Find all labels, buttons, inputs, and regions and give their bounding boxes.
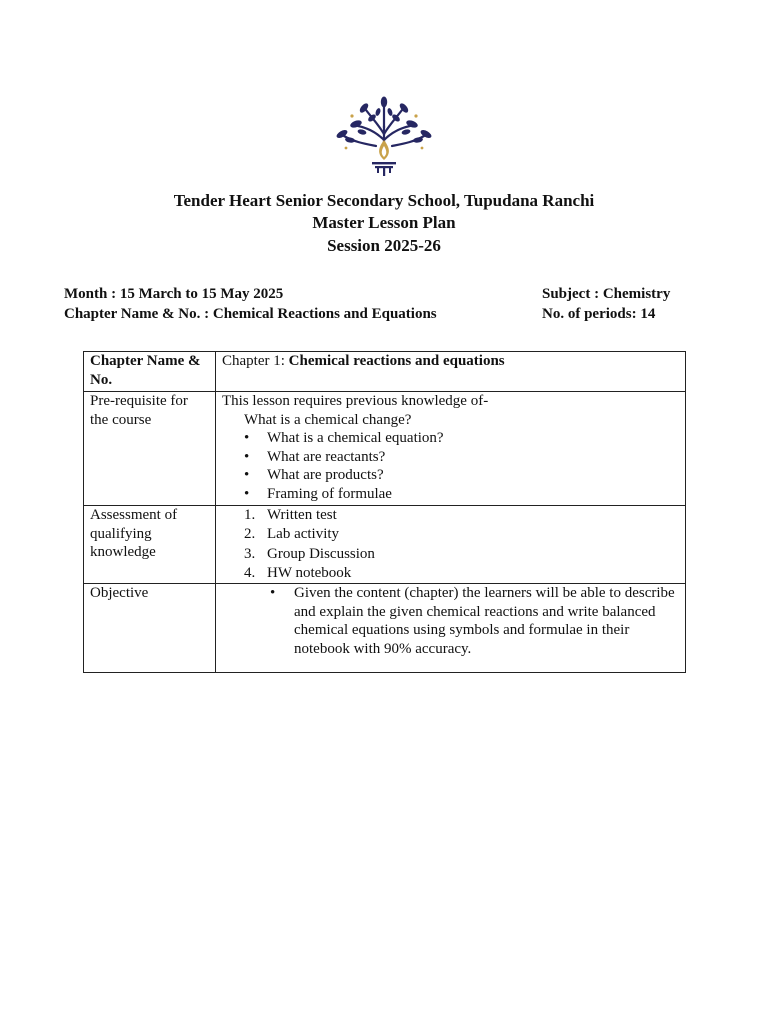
assessment-list — [222, 506, 679, 583]
list-item — [244, 525, 679, 544]
chapter-value-cell — [216, 352, 686, 392]
list-text: Group Discussion — [267, 545, 375, 562]
table-row-assessment — [84, 506, 686, 584]
list-item: • Framing of formulae — [244, 485, 679, 504]
table-row-prerequisite — [84, 392, 686, 506]
list-text: HW notebook — [267, 564, 352, 581]
list-number: 1. — [244, 507, 256, 523]
objective-text: • Given the content (chapter) the learners will be able to describe and explain the given chemical reactions and write balanced chemical equations using symbols and formulae in their notebook with 90% accuracy. — [270, 584, 679, 658]
table-row-objective — [84, 584, 686, 673]
list-number: 3. — [244, 545, 256, 562]
periods-info: No. of periods: 14 — [542, 306, 656, 322]
prerequisite-cell — [216, 392, 686, 506]
list-number: 2. — [244, 526, 256, 543]
assessment-label: Assessment of qualifying knowledge — [84, 506, 216, 584]
list-item — [244, 506, 679, 525]
list-item: • What is a chemical equation? — [244, 429, 679, 448]
chapter-prefix: Chapter 1: — [222, 353, 289, 369]
prerequisite-first: What is a chemical change? — [244, 411, 412, 428]
session-label: Session 2025-26 — [327, 236, 441, 255]
objective-label: Objective — [84, 584, 216, 673]
objective-list — [222, 584, 679, 658]
list-item — [244, 545, 679, 564]
table-row-chapter — [84, 352, 686, 392]
chapter-info: Chapter Name & No. : Chemical Reactions and Equations — [64, 306, 437, 322]
chapter-label: Chapter Name & No. — [84, 352, 216, 392]
lesson-plan-table — [83, 351, 686, 673]
month-info: Month : 15 March to 15 May 2025 — [64, 286, 284, 302]
list-number: 4. — [244, 564, 256, 581]
subject-info: Subject : Chemistry — [542, 286, 671, 302]
prerequisite-intro: This lesson requires previous knowledge of- — [222, 393, 489, 409]
list-text: Written test — [267, 507, 337, 523]
prerequisite-label: Pre-requisite for the course — [84, 392, 216, 506]
list-item — [244, 564, 679, 583]
document-title: Master Lesson Plan — [312, 213, 456, 232]
prerequisite-list — [222, 429, 679, 503]
assessment-cell — [216, 506, 686, 584]
objective-cell — [216, 584, 686, 673]
school-logo — [332, 96, 436, 180]
chapter-value: Chemical reactions and equations — [288, 353, 505, 369]
list-text: Lab activity — [267, 526, 340, 543]
school-name: Tender Heart Senior Secondary School, Tupudana Ranchi — [173, 191, 595, 210]
list-item: • What are reactants? — [244, 448, 679, 467]
list-item: • What are products? — [244, 466, 679, 485]
